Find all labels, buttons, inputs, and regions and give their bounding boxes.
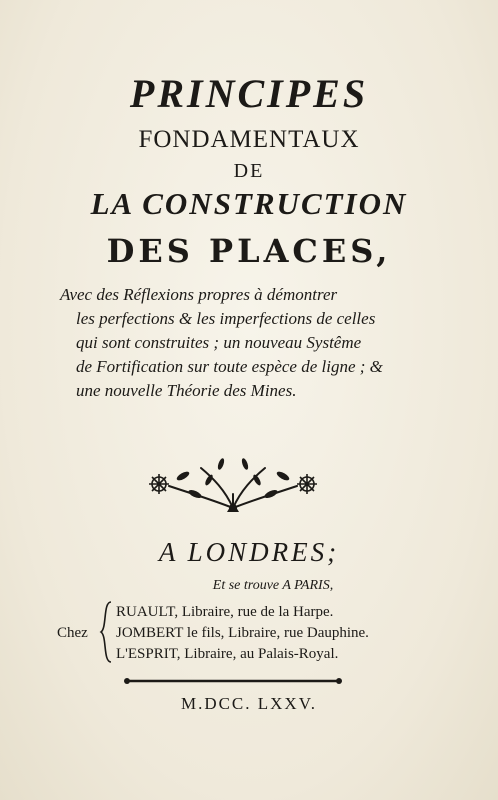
title-la-construction: LA CONSTRUCTION (90, 186, 408, 221)
curly-brace-icon (99, 600, 113, 664)
subtitle-line: Avec des Réflexions propres à démontrer (60, 285, 338, 304)
title-de: DE (233, 160, 265, 182)
imprint-sold: Et se trouve A PARIS, (212, 578, 334, 593)
subtitle-line: les perfections & les imperfections de celles (76, 309, 376, 328)
subtitle-block (60, 283, 450, 403)
imprint-chez: Chez (57, 625, 88, 641)
bookseller-line: RUAULT, Libraire, rue de la Harpe. (116, 604, 334, 620)
subtitle-line: une nouvelle Théorie des Mines. (76, 381, 297, 400)
bookseller-line: L'ESPRIT, Libraire, au Palais-Royal. (116, 646, 339, 662)
title-principes: PRINCIPES (129, 71, 369, 116)
imprint-year: M.DCC. LXXV. (180, 694, 318, 713)
title-fondamentaux: FONDAMENTAUX (138, 126, 360, 153)
bookseller-line: JOMBERT le fils, Libraire, rue Dauphine. (116, 625, 369, 641)
title-des-places: DES PLACES, (106, 232, 392, 270)
subtitle-line: de Fortification sur toute espèce de ligne ; & (76, 357, 383, 376)
decorative-rule (123, 677, 343, 685)
floral-ornament-icon (143, 450, 323, 516)
subtitle-line: qui sont construites ; un nouveau Systême (76, 333, 362, 352)
imprint-city: A LONDRES; (158, 537, 340, 567)
